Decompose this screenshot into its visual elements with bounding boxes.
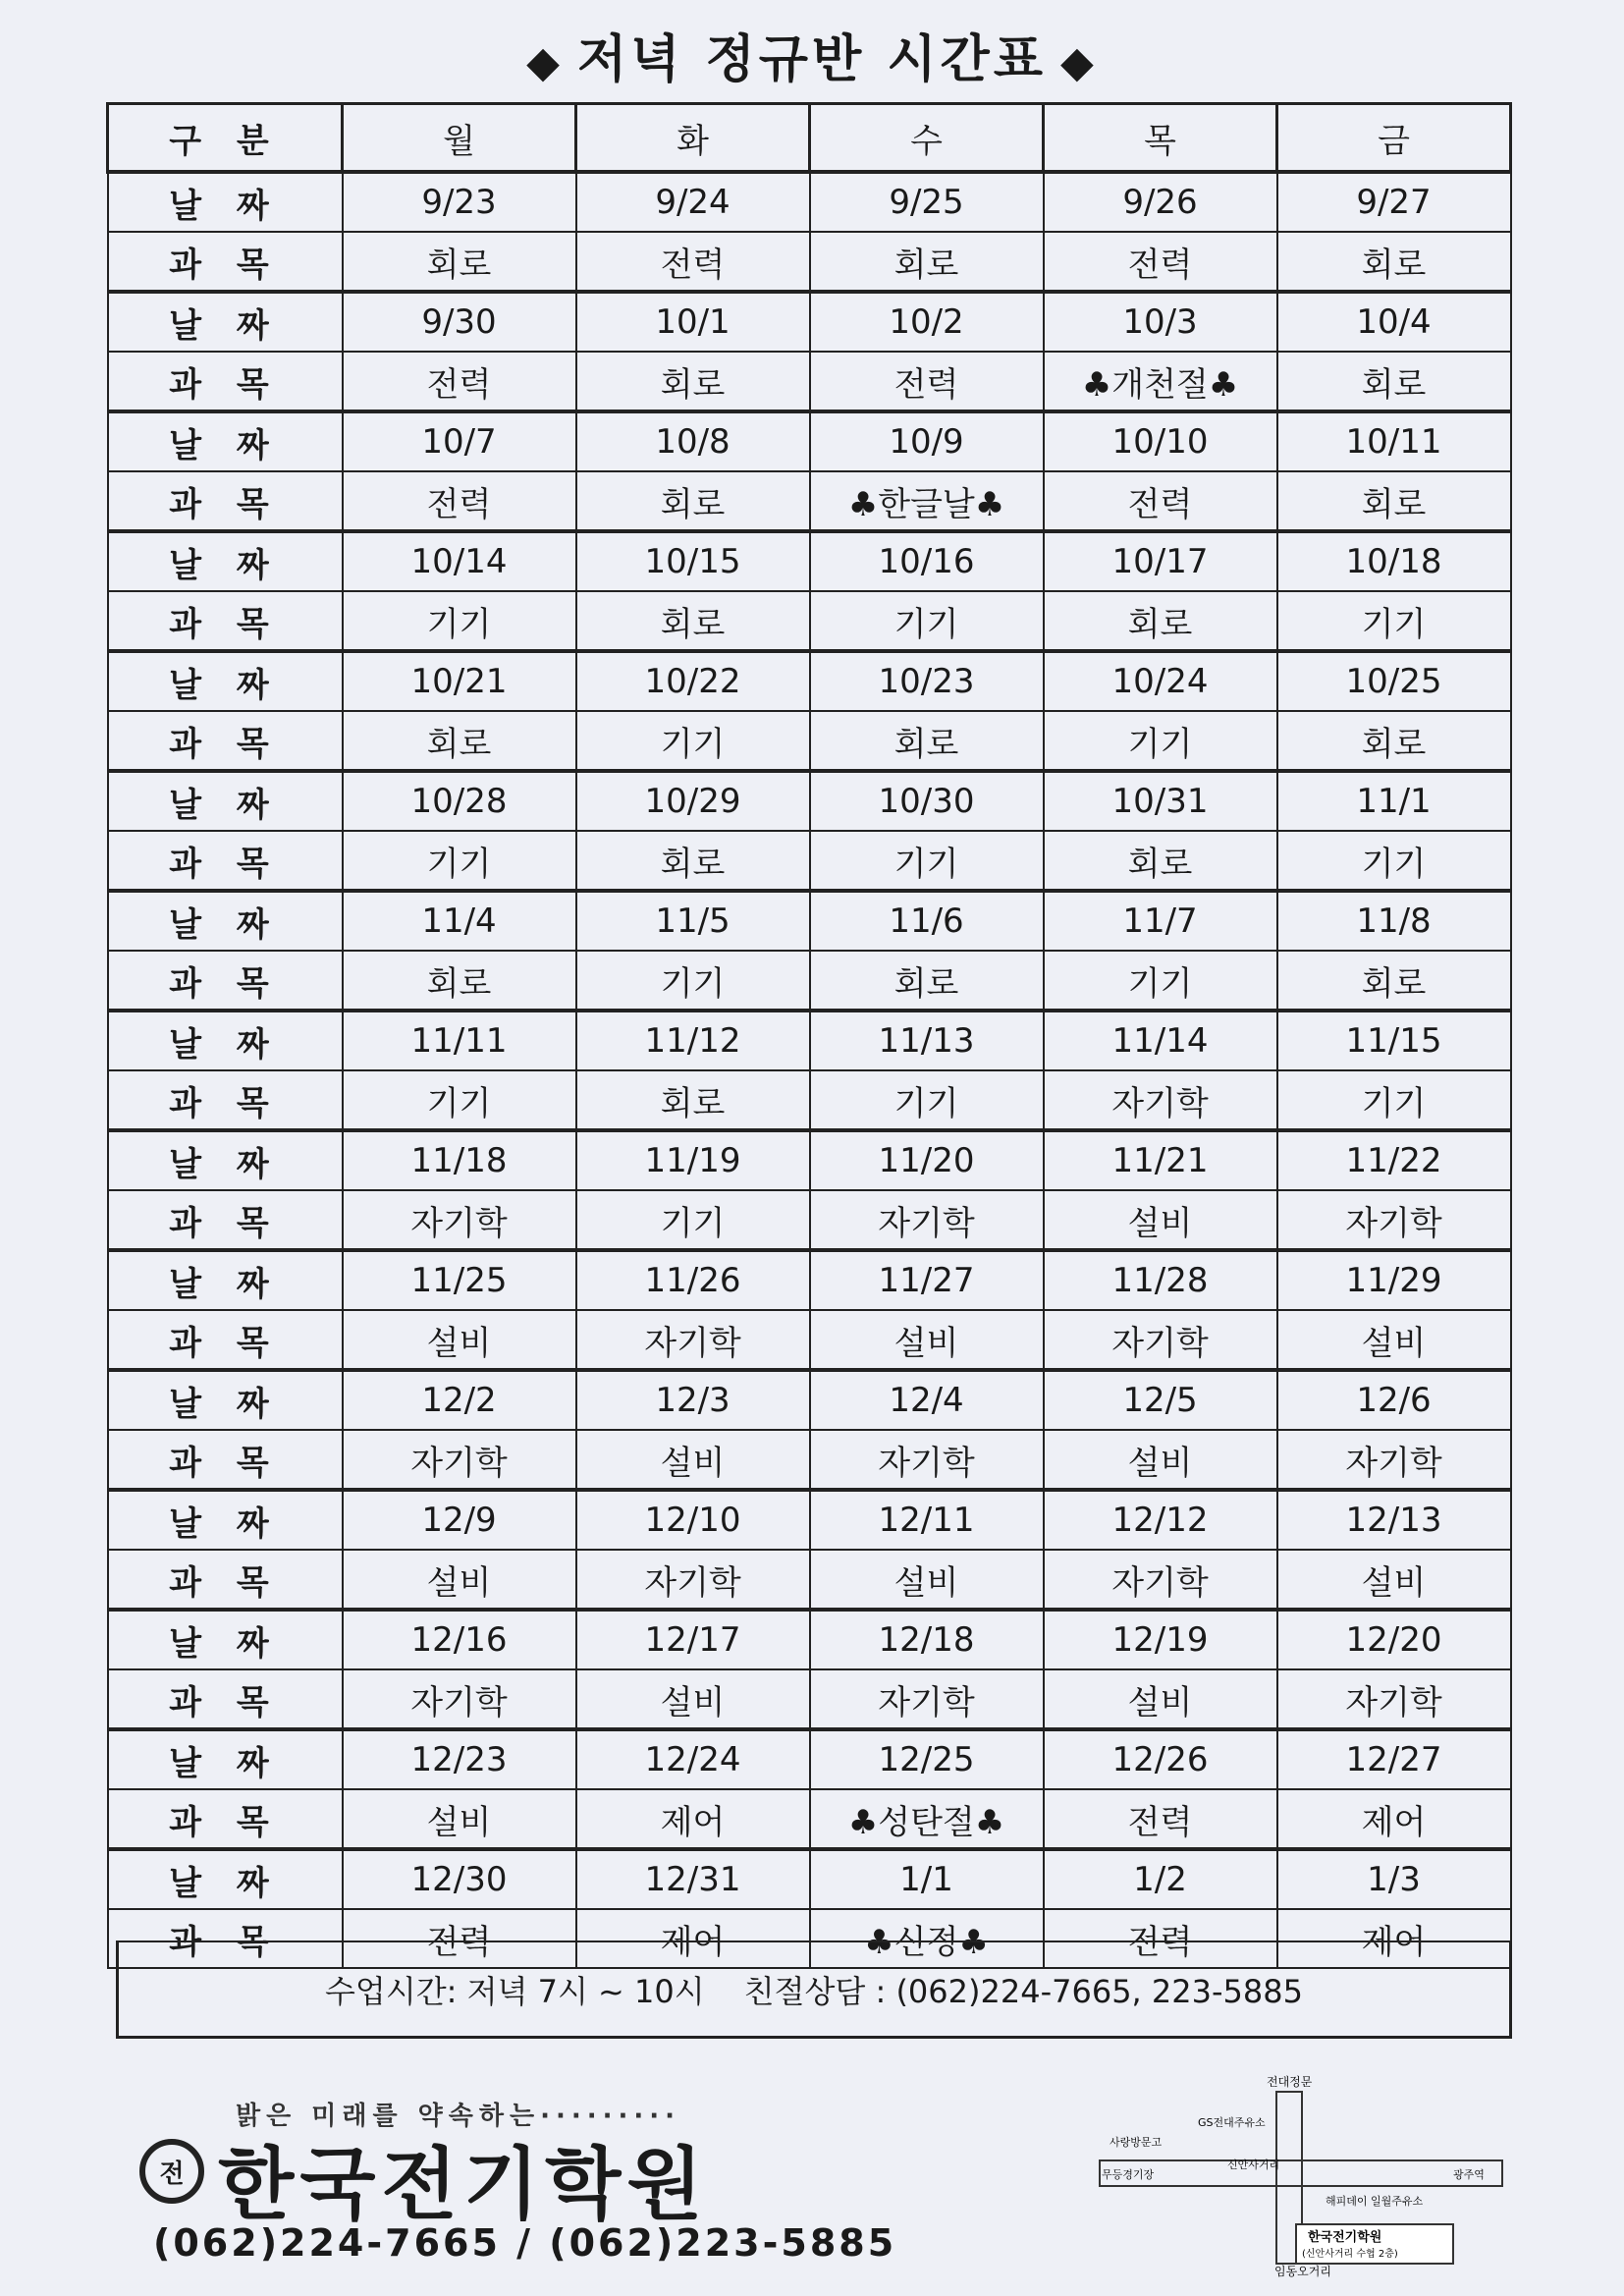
subject-cell: 회로 [1277,471,1511,531]
date-cell: 9/23 [343,172,576,232]
subject-cell: 기기 [1277,591,1511,651]
date-cell: 9/30 [343,292,576,352]
subject-cell: 전력 [343,352,576,411]
subject-cell: 전력 [810,352,1044,411]
date-row [108,172,1511,232]
subject-cell: 기기 [576,951,810,1011]
date-row-label: 날 짜 [108,1130,343,1190]
logo-mark-text: 전 [159,2159,185,2189]
date-cell: 12/17 [576,1610,810,1669]
subject-cell: ♣성탄절♣ [810,1789,1044,1849]
date-cell: 11/21 [1044,1130,1277,1190]
subject-cell: 제어 [1277,1909,1511,1968]
date-cell: 11/29 [1277,1250,1511,1310]
subject-cell: 회로 [576,1070,810,1130]
date-row [108,411,1511,471]
subject-cell: 전력 [1044,232,1277,292]
date-row-label: 날 짜 [108,292,343,352]
date-cell: 12/10 [576,1490,810,1550]
day-header: 화 [576,104,810,173]
subject-cell: 자기학 [1044,1070,1277,1130]
subject-cell: 자기학 [1044,1550,1277,1610]
map-poi-1: 사랑방문고 [1110,2136,1163,2149]
date-cell: 10/9 [810,411,1044,471]
date-row [108,1370,1511,1430]
date-row-label: 날 짜 [108,1610,343,1669]
subject-cell: 자기학 [343,1190,576,1250]
subject-row-label: 과 목 [108,1430,343,1490]
subject-row [108,471,1511,531]
date-row-label: 날 짜 [108,1370,343,1430]
subject-cell: 기기 [1044,951,1277,1011]
subject-cell: 자기학 [810,1669,1044,1729]
date-cell: 1/1 [810,1849,1044,1909]
date-cell: 11/11 [343,1011,576,1070]
date-cell: 11/22 [1277,1130,1511,1190]
subject-cell: 기기 [343,1070,576,1130]
date-cell: 11/4 [343,891,576,951]
date-cell: 10/8 [576,411,810,471]
subject-cell: 회로 [810,711,1044,771]
subject-cell: 회로 [343,711,576,771]
subject-cell: 설비 [1044,1190,1277,1250]
map-poi-3: 해피데이 일월주유소 [1326,2195,1424,2208]
subject-row-label: 과 목 [108,471,343,531]
subject-cell: ♣한글날♣ [810,471,1044,531]
subject-cell: 회로 [1277,232,1511,292]
date-cell: 12/12 [1044,1490,1277,1550]
subject-row-label: 과 목 [108,1310,343,1370]
subject-cell: 회로 [1277,711,1511,771]
subject-cell: 설비 [1277,1310,1511,1370]
date-row-label: 날 짜 [108,891,343,951]
date-row-label: 날 짜 [108,1729,343,1789]
date-cell: 10/16 [810,531,1044,591]
date-cell: 10/30 [810,771,1044,831]
subject-cell: 전력 [1044,471,1277,531]
subject-cell: 기기 [576,1190,810,1250]
subject-cell: 전력 [343,471,576,531]
subject-cell: 제어 [576,1909,810,1968]
date-cell: 10/4 [1277,292,1511,352]
date-row [108,292,1511,352]
day-header: 월 [343,104,576,173]
date-cell: 12/31 [576,1849,810,1909]
subject-cell: 전력 [1044,1789,1277,1849]
map-east: 광주역 [1453,2168,1485,2181]
date-cell: 11/6 [810,891,1044,951]
date-cell: 12/24 [576,1729,810,1789]
subject-cell: 자기학 [576,1550,810,1610]
date-cell: 1/3 [1277,1849,1511,1909]
date-cell: 9/27 [1277,172,1511,232]
date-row [108,891,1511,951]
date-row [108,1610,1511,1669]
date-cell: 9/24 [576,172,810,232]
location-map [1080,2072,1512,2278]
subject-cell: 회로 [1277,352,1511,411]
date-cell: 10/15 [576,531,810,591]
date-row-label: 날 짜 [108,531,343,591]
day-header: 목 [1044,104,1277,173]
date-cell: 10/14 [343,531,576,591]
subject-cell: 설비 [1044,1669,1277,1729]
subject-cell: 기기 [343,591,576,651]
subject-cell: 전력 [343,1909,576,1968]
date-cell: 12/3 [576,1370,810,1430]
date-row [108,1490,1511,1550]
date-cell: 9/26 [1044,172,1277,232]
subject-cell: 자기학 [343,1430,576,1490]
subject-row [108,1669,1511,1729]
date-cell: 10/29 [576,771,810,831]
subject-row-label: 과 목 [108,831,343,891]
school-name: 한국전기학원 [218,2139,709,2230]
subject-cell: 자기학 [810,1430,1044,1490]
map-school-note: (신안사거리 수협 2층) [1302,2249,1398,2260]
date-cell: 11/18 [343,1130,576,1190]
subject-cell: 자기학 [1277,1430,1511,1490]
date-cell: 11/14 [1044,1011,1277,1070]
header-label: 구 분 [108,104,343,173]
date-cell: 12/27 [1277,1729,1511,1789]
subject-cell: 자기학 [810,1190,1044,1250]
subject-row-label: 과 목 [108,1550,343,1610]
subject-cell: 자기학 [576,1310,810,1370]
subject-cell: 기기 [1277,1070,1511,1130]
contact-info: 친절상담 : (062)224-7665, 223-5885 [743,1972,1303,2010]
date-cell: 12/16 [343,1610,576,1669]
diamond-icon: ◆ [526,37,564,87]
date-cell: 10/25 [1277,651,1511,711]
date-cell: 12/23 [343,1729,576,1789]
title-text: 저녁 정규반 시간표 [576,30,1048,89]
header-row [108,104,1511,173]
date-cell: 11/26 [576,1250,810,1310]
date-cell: 12/9 [343,1490,576,1550]
subject-cell: 기기 [1044,711,1277,771]
subject-cell: 회로 [1044,831,1277,891]
logo-slogan: 밝은 미래를 약속하는········· [236,2102,681,2131]
subject-cell: 기기 [810,591,1044,651]
logo-phones: (062)224-7665 / (062)223-5885 [153,2221,897,2265]
date-cell: 10/23 [810,651,1044,711]
subject-row-label: 과 목 [108,352,343,411]
date-row [108,1130,1511,1190]
date-cell: 11/27 [810,1250,1044,1310]
subject-cell: 설비 [343,1789,576,1849]
class-time: 수업시간: 저녁 7시 ~ 10시 [325,1972,705,2010]
subject-cell: ♣신정♣ [810,1909,1044,1968]
subject-cell: 회로 [810,232,1044,292]
date-cell: 10/28 [343,771,576,831]
date-cell: 12/25 [810,1729,1044,1789]
date-cell: 10/17 [1044,531,1277,591]
date-row-label: 날 짜 [108,1250,343,1310]
subject-row-label: 과 목 [108,1789,343,1849]
subject-cell: 자기학 [343,1669,576,1729]
diamond-icon: ◆ [1060,37,1098,87]
footer-info [116,1941,1512,2039]
map-west: 무등경기장 [1102,2168,1155,2181]
subject-row [108,1310,1511,1370]
subject-cell: 자기학 [1044,1310,1277,1370]
subject-row-label: 과 목 [108,591,343,651]
date-cell: 9/25 [810,172,1044,232]
date-cell: 11/15 [1277,1011,1511,1070]
subject-cell: 전력 [1044,1909,1277,1968]
subject-cell: 설비 [810,1550,1044,1610]
date-cell: 12/11 [810,1490,1044,1550]
date-row-label: 날 짜 [108,651,343,711]
subject-row [108,711,1511,771]
subject-cell: 기기 [343,831,576,891]
date-cell: 10/24 [1044,651,1277,711]
subject-row [108,951,1511,1011]
subject-row [108,1789,1511,1849]
map-poi-2: GS전대주유소 [1198,2116,1266,2129]
subject-cell: 기기 [1277,831,1511,891]
date-row [108,1729,1511,1789]
subject-row [108,1190,1511,1250]
subject-cell: 제어 [576,1789,810,1849]
subject-cell: 회로 [576,471,810,531]
date-row [108,1849,1511,1909]
subject-row-label: 과 목 [108,1190,343,1250]
subject-row [108,591,1511,651]
logo-mark-icon [139,2139,204,2204]
date-cell: 10/1 [576,292,810,352]
date-cell: 12/2 [343,1370,576,1430]
schedule-table [106,102,1512,1969]
map-school: 한국전기학원 [1308,2230,1382,2245]
date-row [108,531,1511,591]
day-header: 수 [810,104,1044,173]
date-row-label: 날 짜 [108,172,343,232]
subject-row-label: 과 목 [108,711,343,771]
subject-cell: 회로 [576,591,810,651]
date-row-label: 날 짜 [108,1490,343,1550]
date-cell: 12/26 [1044,1729,1277,1789]
subject-cell: ♣개천절♣ [1044,352,1277,411]
day-header: 금 [1277,104,1511,173]
subject-row-label: 과 목 [108,1909,343,1968]
subject-cell: 설비 [810,1310,1044,1370]
subject-row [108,1550,1511,1610]
date-cell: 10/10 [1044,411,1277,471]
date-cell: 12/18 [810,1610,1044,1669]
subject-cell: 기기 [810,831,1044,891]
date-cell: 10/31 [1044,771,1277,831]
date-row-label: 날 짜 [108,411,343,471]
map-south: 임동오거리 [1274,2265,1331,2278]
date-cell: 12/6 [1277,1370,1511,1430]
subject-cell: 설비 [576,1669,810,1729]
date-cell: 11/5 [576,891,810,951]
subject-row-label: 과 목 [108,951,343,1011]
date-cell: 10/22 [576,651,810,711]
date-cell: 11/1 [1277,771,1511,831]
subject-cell: 기기 [576,711,810,771]
date-cell: 10/3 [1044,292,1277,352]
subject-row [108,352,1511,411]
date-cell: 12/5 [1044,1370,1277,1430]
subject-cell: 기기 [810,1070,1044,1130]
date-row [108,771,1511,831]
subject-cell: 전력 [576,232,810,292]
subject-cell: 설비 [1277,1550,1511,1610]
subject-row [108,831,1511,891]
subject-cell: 회로 [810,951,1044,1011]
date-cell: 12/4 [810,1370,1044,1430]
subject-row [108,232,1511,292]
subject-cell: 자기학 [1277,1669,1511,1729]
subject-row [108,1430,1511,1490]
date-cell: 11/28 [1044,1250,1277,1310]
date-cell: 11/12 [576,1011,810,1070]
date-row [108,651,1511,711]
date-cell: 10/18 [1277,531,1511,591]
date-cell: 12/19 [1044,1610,1277,1669]
subject-cell: 회로 [343,232,576,292]
subject-cell: 회로 [1044,591,1277,651]
subject-cell: 회로 [576,831,810,891]
subject-cell: 설비 [576,1430,810,1490]
date-row-label: 날 짜 [108,1011,343,1070]
date-cell: 12/20 [1277,1610,1511,1669]
date-row [108,1250,1511,1310]
subject-row-label: 과 목 [108,232,343,292]
date-cell: 10/7 [343,411,576,471]
date-cell: 11/19 [576,1130,810,1190]
date-cell: 1/2 [1044,1849,1277,1909]
subject-cell: 설비 [343,1550,576,1610]
date-row [108,1011,1511,1070]
map-north: 전대정문 [1267,2075,1313,2089]
date-cell: 11/13 [810,1011,1044,1070]
date-cell: 10/21 [343,651,576,711]
subject-cell: 설비 [343,1310,576,1370]
subject-cell: 제어 [1277,1789,1511,1849]
date-cell: 12/30 [343,1849,576,1909]
subject-cell: 회로 [576,352,810,411]
page-title [0,18,1624,91]
date-cell: 10/2 [810,292,1044,352]
subject-row-label: 과 목 [108,1070,343,1130]
date-cell: 11/8 [1277,891,1511,951]
date-cell: 11/20 [810,1130,1044,1190]
subject-row [108,1070,1511,1130]
date-row-label: 날 짜 [108,771,343,831]
subject-cell: 자기학 [1277,1190,1511,1250]
subject-cell: 회로 [343,951,576,1011]
date-cell: 11/25 [343,1250,576,1310]
subject-cell: 회로 [1277,951,1511,1011]
subject-row-label: 과 목 [108,1669,343,1729]
map-center: 신안사거리 [1227,2159,1280,2171]
subject-cell: 설비 [1044,1430,1277,1490]
date-cell: 11/7 [1044,891,1277,951]
date-cell: 10/11 [1277,411,1511,471]
date-row-label: 날 짜 [108,1849,343,1909]
date-cell: 12/13 [1277,1490,1511,1550]
